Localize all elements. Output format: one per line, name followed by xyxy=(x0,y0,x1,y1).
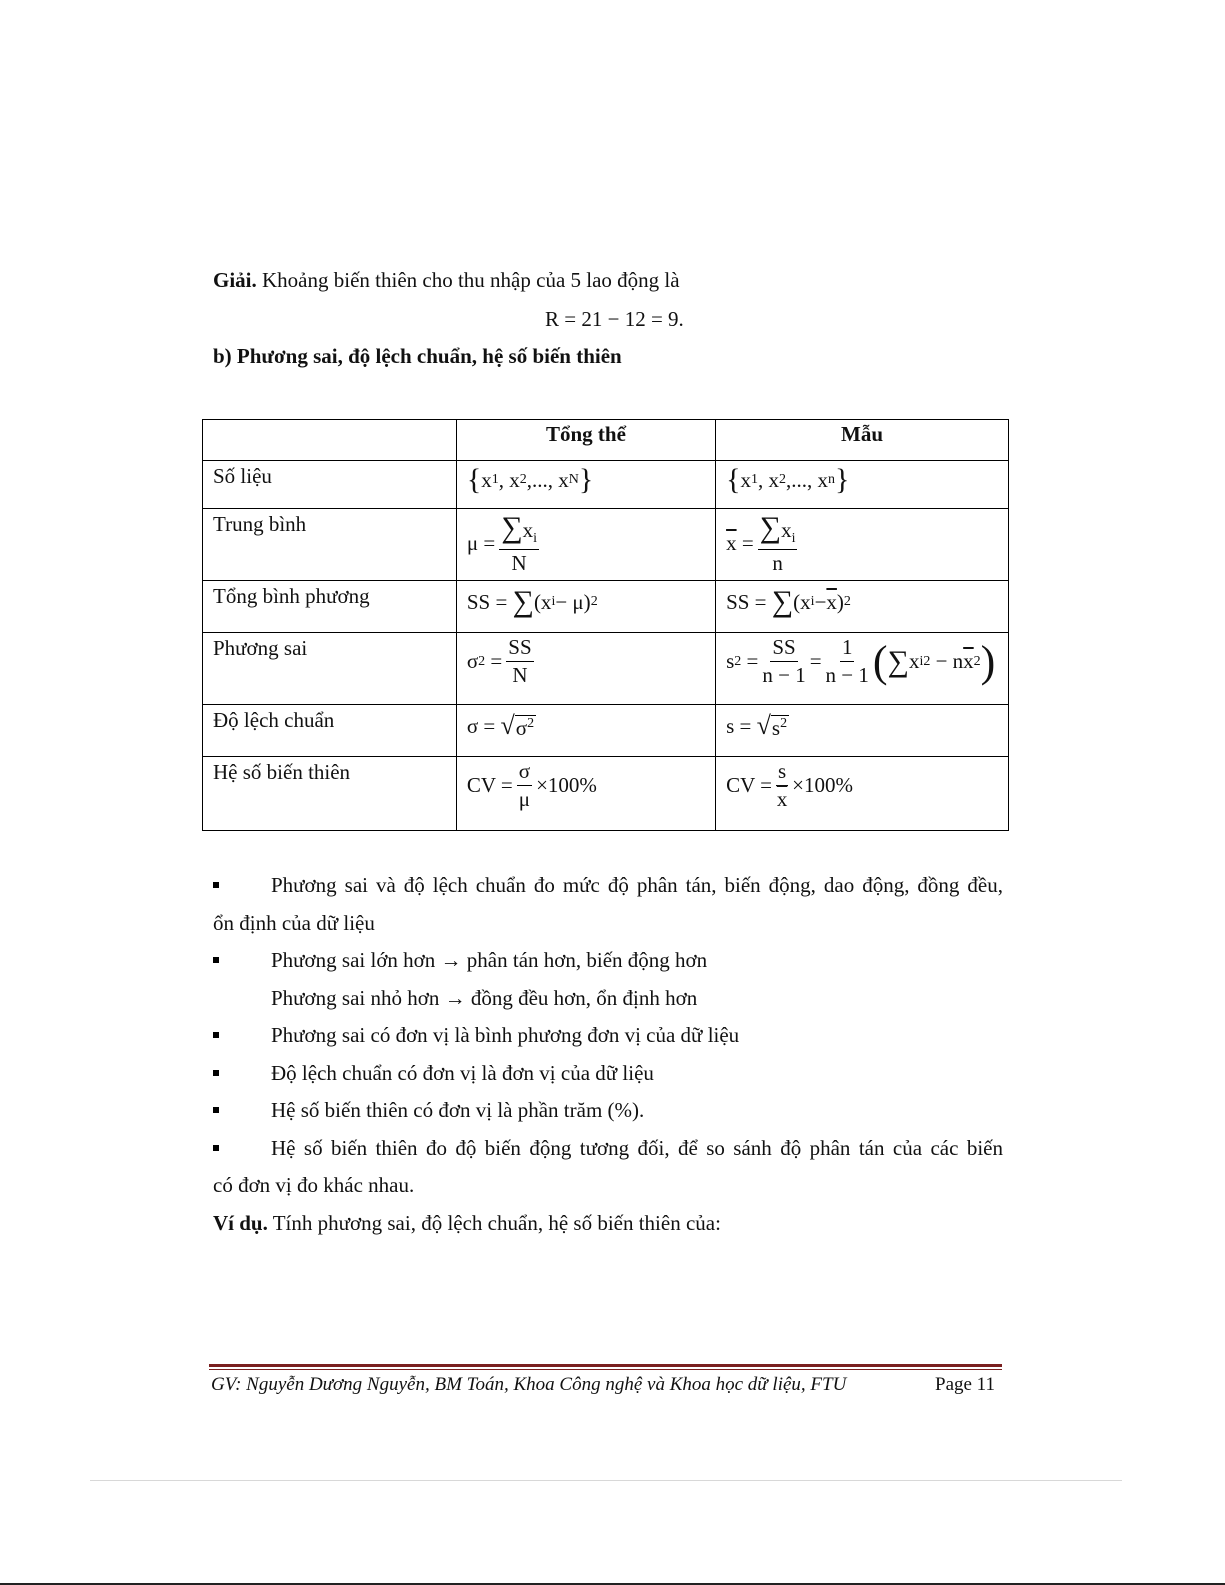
table-row xyxy=(203,461,1009,509)
section-heading: b) Phương sai, độ lệch chuẩn, hệ số biến thiên xyxy=(213,344,622,368)
row-label-mean: Trung bình xyxy=(203,509,457,581)
population-data-formula: { x 1 , x 2 ,..., x N } xyxy=(456,461,715,509)
table-row xyxy=(203,581,1009,633)
bullet-icon xyxy=(213,1145,219,1151)
sample-std-formula: s = √ $s^2$ xyxy=(716,705,1009,757)
solution-intro xyxy=(213,268,680,293)
range-formula: R = 21 − 12 = 9. xyxy=(545,307,684,331)
list-item: Phương sai lớn hơn → phân tán hơn, biến động hơn xyxy=(213,942,1003,980)
solution-text: Khoảng biến thiên cho thu nhập của 5 lao động là xyxy=(262,268,680,292)
example-label: Ví dụ. xyxy=(213,1210,268,1235)
bullet-icon xyxy=(213,882,219,888)
table-row xyxy=(203,633,1009,705)
list-item: Hệ số biến thiên có đơn vị là phần trăm (%). xyxy=(213,1092,1003,1130)
sample-cv-formula: CV = $\frac{s}{x}$ ×100% xyxy=(716,757,1009,831)
bullet-list xyxy=(213,867,1003,1242)
table-row xyxy=(203,757,1009,831)
list-item: Phương sai có đơn vị là bình phương đơn vị của dữ liệu xyxy=(213,1017,1003,1055)
table-header-population: Tổng thể xyxy=(456,420,715,461)
list-item: Hệ số biến thiên đo độ biến động tương đối, để so sánh độ phân tán của các biến xyxy=(213,1130,1003,1168)
population-variance-formula: σ 2 = $\frac{SS}{N}$ xyxy=(456,633,715,705)
table-row xyxy=(203,509,1009,581)
bullet-icon xyxy=(213,1032,219,1038)
population-ss-formula: SS = ∑ (x i − μ) 2 xyxy=(456,581,715,633)
row-label-cv: Hệ số biến thiên xyxy=(203,757,457,831)
bullet-icon xyxy=(213,957,219,963)
sample-ss-formula: SS = ∑ (x i − $\overline{x}$ ) 2 xyxy=(716,581,1009,633)
footer-author: GV: Nguyễn Dương Nguyễn, BM Toán, Khoa Công nghệ và Khoa học dữ liệu, FTU xyxy=(211,1374,847,1395)
row-label-variance: Phương sai xyxy=(203,633,457,705)
table-row xyxy=(203,705,1009,757)
sample-mean-formula: $\overline{x}$ = $\frac{\sum x_i}{n}$ xyxy=(716,509,1009,581)
solution-label: Giải. xyxy=(213,268,257,292)
example-text: Tính phương sai, độ lệch chuẩn, hệ số biến thiên của: xyxy=(272,1210,721,1235)
bullet-icon xyxy=(213,1070,219,1076)
table-header-sample: Mẫu xyxy=(716,420,1009,461)
list-item-sub: Phương sai nhỏ hơn → đồng đều hơn, ổn định hơn xyxy=(271,985,698,1010)
list-item-continuation: ổn định của dữ liệu xyxy=(213,910,375,935)
row-label-std-dev: Độ lệch chuẩn xyxy=(203,705,457,757)
list-item: Độ lệch chuẩn có đơn vị là đơn vị của dữ liệu xyxy=(213,1055,1003,1093)
page-separator xyxy=(90,1480,1122,1481)
table-header-empty xyxy=(203,420,457,461)
row-label-sum-squares: Tổng bình phương xyxy=(203,581,457,633)
footer-divider xyxy=(209,1364,1002,1367)
table-header-row xyxy=(203,420,1009,461)
sample-data-formula: { x 1 , x 2 ,..., x n } xyxy=(716,461,1009,509)
footer-divider-thin xyxy=(209,1369,1002,1370)
population-cv-formula: CV = $\frac{\sigma}{\mu}$ ×100% xyxy=(456,757,715,831)
population-std-formula: σ = √ $\sigma^2$ xyxy=(456,705,715,757)
population-mean-formula: μ = $\frac{\sum x_i}{N}$ xyxy=(456,509,715,581)
row-label-data: Số liệu xyxy=(203,461,457,509)
list-item: Phương sai và độ lệch chuẩn đo mức độ phân tán, biến động, dao động, đồng đều, xyxy=(213,867,1003,905)
bullet-icon xyxy=(213,1107,219,1113)
page-number: Page 11 xyxy=(935,1374,995,1395)
formula-table xyxy=(202,419,1009,831)
sample-variance-formula: s 2 = $\frac{SS}{n - 1}$ = $\frac{1}{n - 1}$ ( ∑ x i 2 − n $\overline{x}$ 2 ) xyxy=(716,633,1009,705)
example-line xyxy=(213,1205,1003,1243)
list-item-continuation: có đơn vị đo khác nhau. xyxy=(213,1173,415,1197)
